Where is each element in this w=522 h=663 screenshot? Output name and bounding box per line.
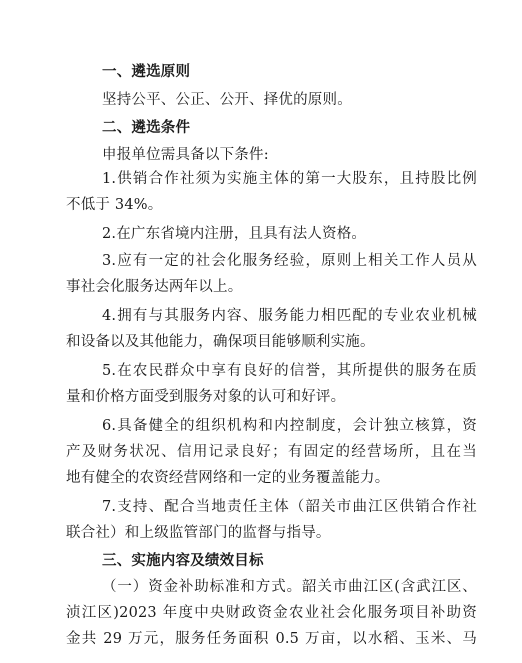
section-heading-3: 三、实施内容及绩效目标 [102, 553, 264, 569]
list-item-5-line-2: 量和价格方面受到服务对象的认可和好评。 [66, 389, 346, 405]
list-item-7-line-1: 7.支持、配合当地责任主体（韶关市曲江区供销合作社 [102, 499, 477, 515]
paragraph-line: 坚持公平、公正、公开、择优的原则。 [102, 92, 352, 108]
paragraph-line: 浈江区)2023 年度中央财政资金农业社会化服务项目补助资 [66, 605, 477, 621]
list-item-5-line-1: 5.在农民群众中享有良好的信誉，其所提供的服务在质 [102, 363, 477, 379]
paragraph-line: 金共 29 万元，服务任务面积 0.5 万亩，以水稻、玉米、马 [66, 631, 477, 647]
list-item-2-line-1: 2.在广东省境内注册，且具有法人资格。 [102, 226, 367, 242]
list-item-6-line-1: 6.具备健全的组织机构和内控制度，会计独立核算，资 [102, 418, 477, 434]
list-item-6-line-2: 产及财务状况、信用记录良好；有固定的经营场所，且在当 [66, 444, 477, 460]
list-item-3-line-2: 事社会化服务达两年以上。 [66, 279, 243, 295]
list-item-6-line-3: 地有健全的农资经营网络和一定的业务覆盖能力。 [66, 470, 390, 486]
list-item-1-line-1: 1.供销合作社须为实施主体的第一大股东，且持股比例 [102, 171, 477, 187]
paragraph-line: （一）资金补助标准和方式。韶关市曲江区(含武江区、 [102, 579, 477, 595]
list-item-7-line-2: 联合社）和上级监管部门的监督与指导。 [66, 525, 331, 541]
list-item-1-line-2: 不低于 34%。 [66, 197, 163, 213]
list-item-4-line-1: 4.拥有与其服务内容、服务能力相匹配的专业农业机械 [102, 308, 477, 324]
paragraph-line: 申报单位需具备以下条件: [102, 147, 269, 163]
list-item-4-line-2: 和设备以及其他能力，确保项目能够顺利实施。 [66, 334, 375, 350]
section-heading-1: 一、遴选原则 [102, 64, 191, 80]
list-item-3-line-1: 3.应有一定的社会化服务经验，原则上相关工作人员从 [102, 253, 477, 269]
section-heading-2: 二、遴选条件 [102, 120, 191, 136]
